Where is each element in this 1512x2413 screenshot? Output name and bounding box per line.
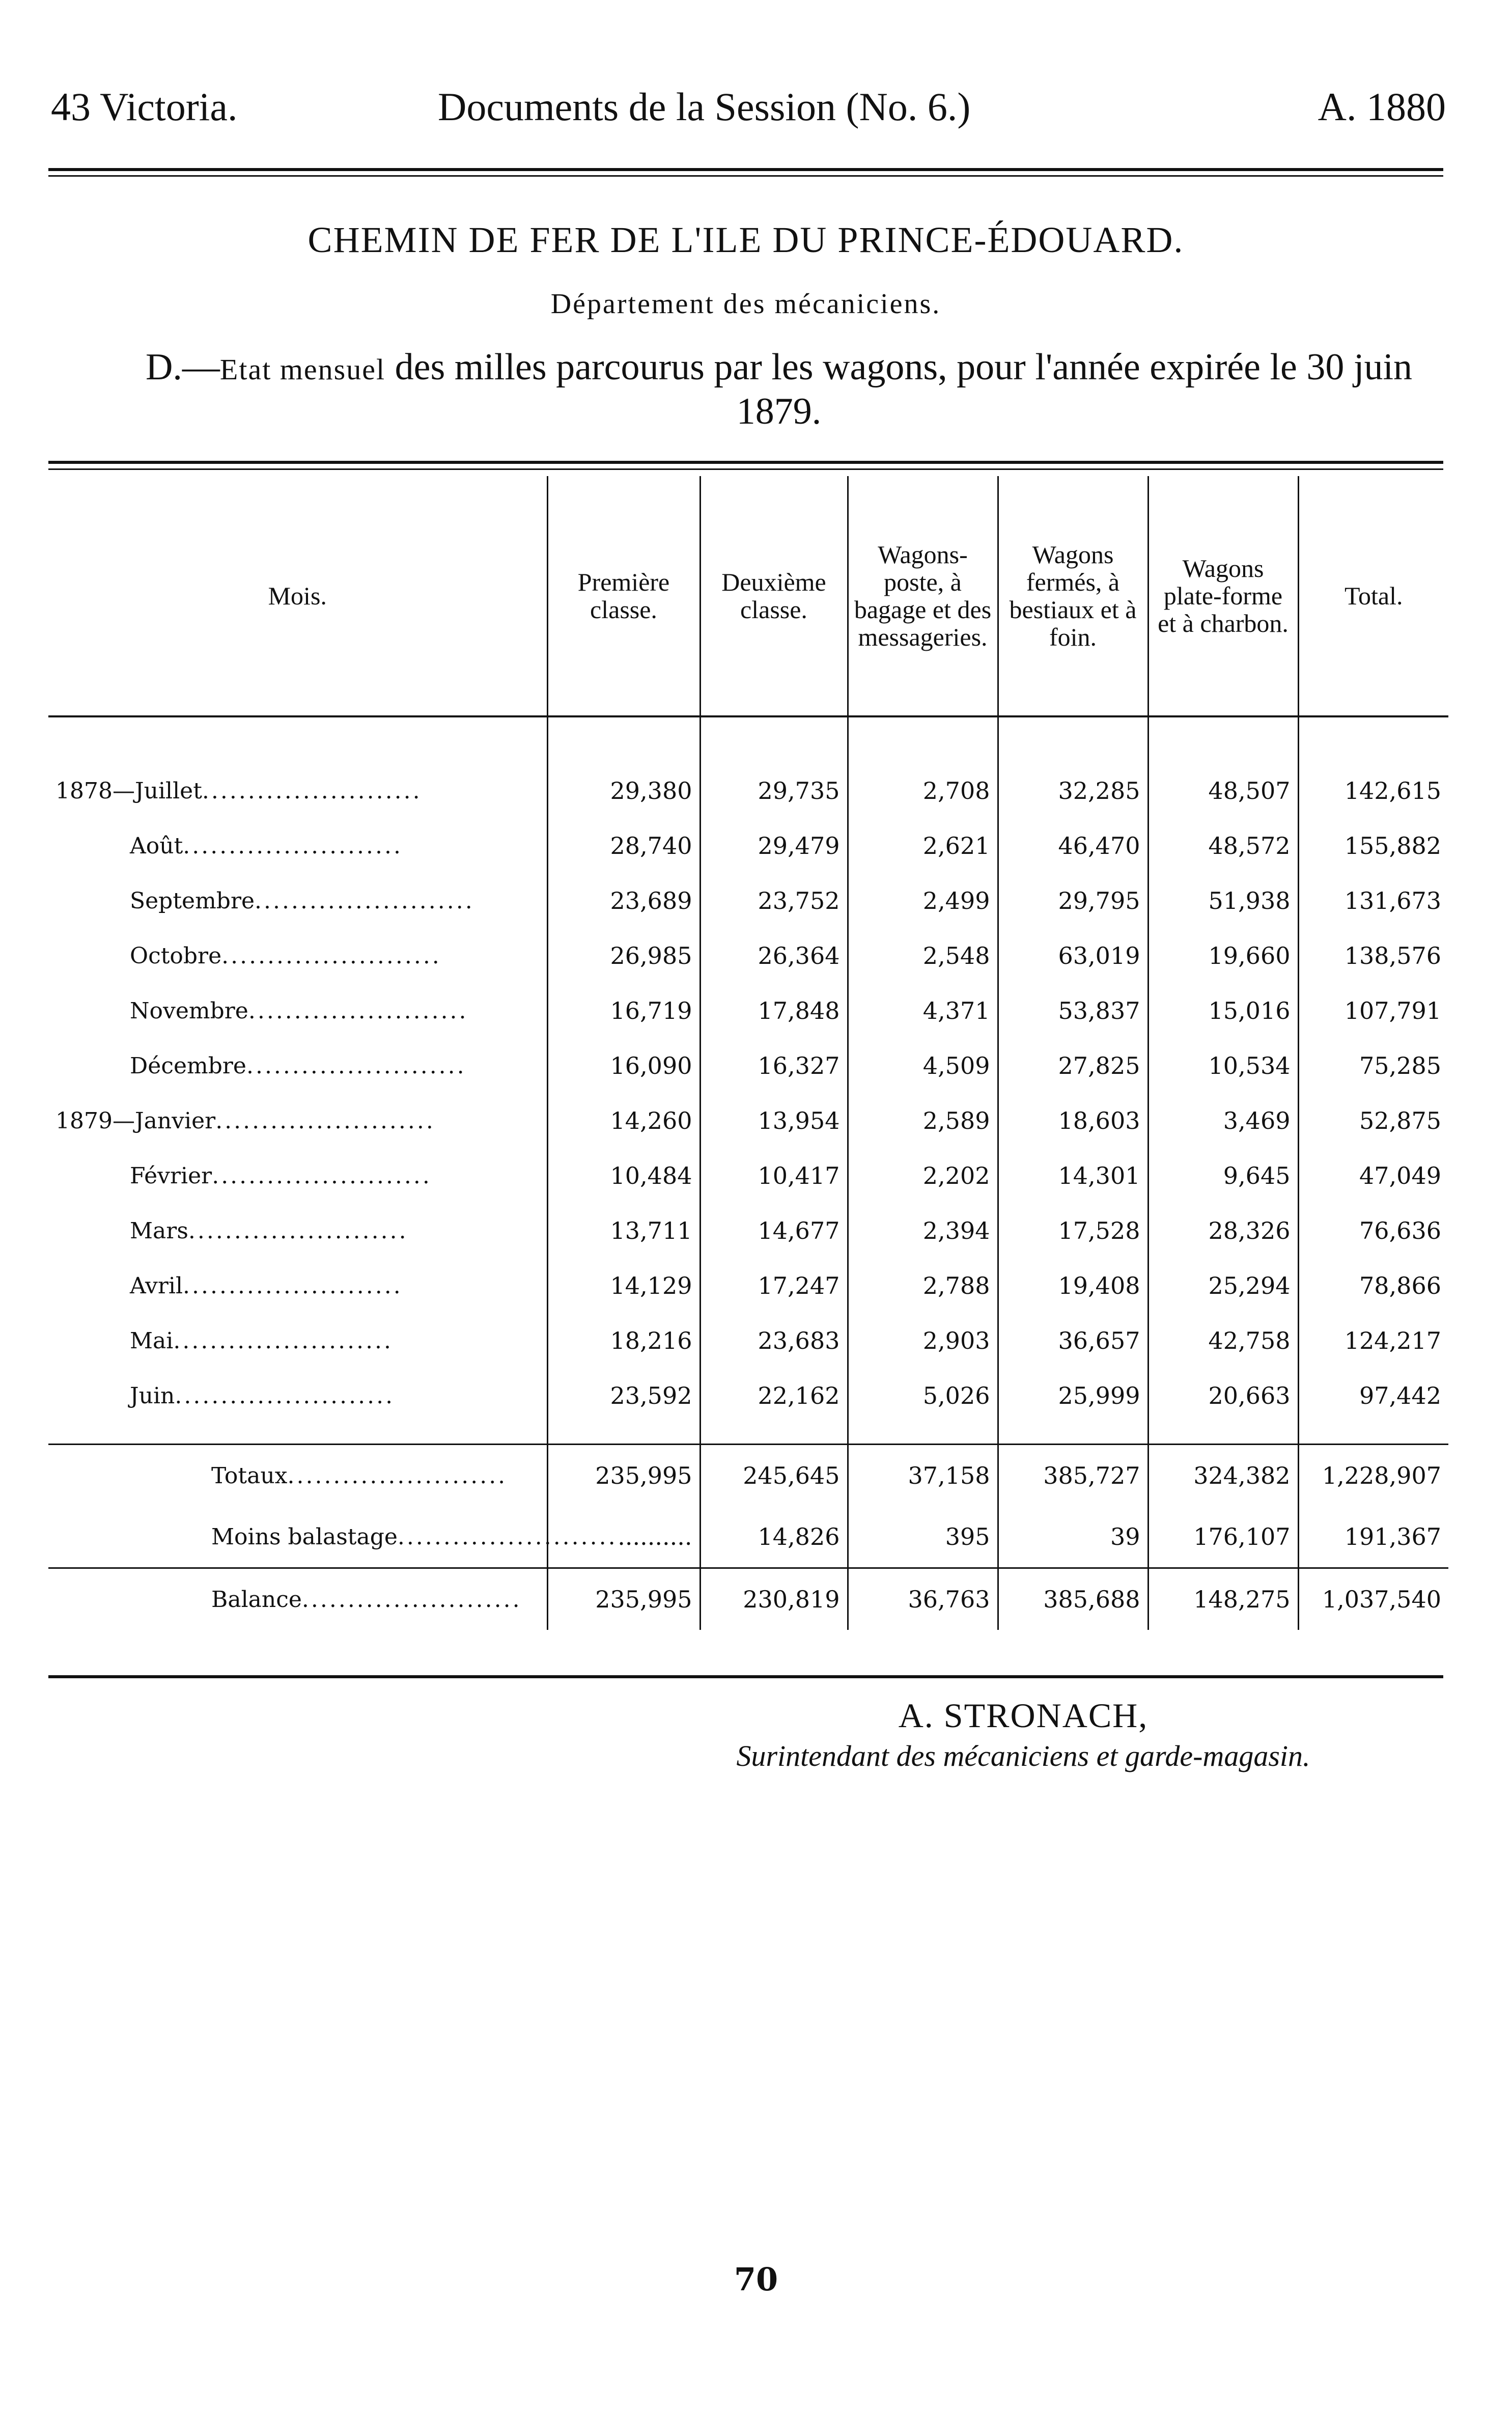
table-row [48,928,1448,983]
leader-dots: ........................ [287,1462,508,1489]
row-label-text: Balance [211,1586,302,1613]
signature-title: Surintendant des mécaniciens et garde-magasin. [736,1739,1310,1772]
row-label [48,1038,547,1093]
row-value: 23,752 [700,873,848,928]
row-value: 39 [998,1506,1148,1568]
row-value: 2,708 [848,716,998,818]
table-row [48,1203,1448,1258]
row-value: 63,019 [998,928,1148,983]
row-label [48,1258,547,1313]
row-value: 155,882 [1298,818,1448,873]
table-row [48,1148,1448,1203]
leader-dots: ........................ [212,1162,432,1189]
leader-dots: ........................ [175,1382,395,1409]
row-label-text: 1878—Juillet [55,778,202,804]
row-value: 26,985 [547,928,700,983]
table-row [48,873,1448,928]
row-value: 10,534 [1148,1038,1298,1093]
leader-dots: ........................ [246,1052,466,1079]
header-right: A. 1880 [1318,85,1446,129]
leader-dots: ........................ [183,1272,403,1299]
row-value: 78,866 [1298,1258,1448,1313]
col-header-mois: Mois. [48,476,547,716]
row-value: 385,688 [998,1568,1148,1630]
row-label-text: Mars [130,1217,188,1244]
col-header-wagons-poste: Wagons-poste, à bagage et des messageries. [848,476,998,716]
totals-row [48,1445,1448,1507]
table-row [48,1038,1448,1093]
statement-text: des milles parcourus par les wagons, pour l'année expirée le 30 juin 1879. [385,346,1413,432]
row-label-text: Août [130,833,183,859]
leader-dots: ........................ [221,942,441,969]
row-label-text: Moins balastage [211,1523,398,1550]
row-label [48,1093,547,1148]
row-value: 2,394 [848,1203,998,1258]
row-value: 26,364 [700,928,848,983]
spacer-cell [547,1423,700,1445]
row-label-text: Totaux [211,1462,288,1489]
row-value: 191,367 [1298,1506,1448,1568]
row-value: 245,645 [700,1445,848,1507]
row-label-text: Juin [130,1382,175,1409]
row-label-text: Mai [130,1327,174,1354]
row-label-text: Novembre [130,997,248,1024]
row-value: 27,825 [998,1038,1148,1093]
statement-smallcaps: Etat mensuel [219,353,386,386]
document-title: CHEMIN DE FER DE L'ILE DU PRINCE-ÉDOUARD. [307,219,1184,260]
row-value: 19,408 [998,1258,1148,1313]
table-row [48,1313,1448,1368]
row-value: 124,217 [1298,1313,1448,1368]
row-value: 5,026 [848,1368,998,1423]
row-value: 395 [848,1506,998,1568]
row-value: 75,285 [1298,1038,1448,1093]
leader-dots: ........................ [397,1523,618,1550]
row-value: 131,673 [1298,873,1448,928]
row-value: 23,689 [547,873,700,928]
statement-prefix: D.— [145,346,220,388]
row-value: 3,469 [1148,1093,1298,1148]
row-value: 138,576 [1298,928,1448,983]
row-label [48,1203,547,1258]
row-value: 14,301 [998,1148,1148,1203]
table-rule-top-thin [48,468,1443,470]
row-value: 97,442 [1298,1368,1448,1423]
row-value: 23,592 [547,1368,700,1423]
row-label-text: Septembre [130,887,255,914]
leader-dots: ........................ [255,887,474,914]
row-value: 2,788 [848,1258,998,1313]
row-value: 28,740 [547,818,700,873]
row-value: 76,636 [1298,1203,1448,1258]
spacer-cell [1148,1423,1298,1445]
row-label [48,818,547,873]
row-value: 42,758 [1148,1313,1298,1368]
signature-block [641,1696,1405,1773]
row-value: 23,683 [700,1313,848,1368]
row-value: .......... [547,1506,700,1568]
row-value: 142,615 [1298,716,1448,818]
spacer-cell [848,1423,998,1445]
row-value: 19,660 [1148,928,1298,983]
row-value: 20,663 [1148,1368,1298,1423]
row-value: 18,603 [998,1093,1148,1148]
row-label [48,983,547,1038]
table-row [48,1368,1448,1423]
row-value: 13,711 [547,1203,700,1258]
running-header [41,84,1446,140]
leader-dots: ........................ [202,778,422,804]
table-row [48,818,1448,873]
row-value: 48,572 [1148,818,1298,873]
leader-dots: ........................ [248,997,468,1024]
row-value: 14,826 [700,1506,848,1568]
col-header-premiere: Première classe. [547,476,700,716]
header-left: 43 Victoria. [51,85,238,129]
row-value: 10,484 [547,1148,700,1203]
row-value: 25,294 [1148,1258,1298,1313]
row-value: 14,260 [547,1093,700,1148]
row-label-text: Février [130,1162,212,1189]
row-label [48,928,547,983]
row-value: 48,507 [1148,716,1298,818]
header-rule-top [48,168,1443,171]
row-label [48,873,547,928]
leader-dots: ........................ [188,1217,408,1244]
row-value: 2,903 [848,1313,998,1368]
table-row [48,716,1448,818]
row-value: 14,129 [547,1258,700,1313]
row-value: 176,107 [1148,1506,1298,1568]
table-header-row [48,476,1448,716]
row-label [48,1568,547,1630]
balance-row [48,1568,1448,1630]
row-value: 37,158 [848,1445,998,1507]
row-value: 2,499 [848,873,998,928]
row-value: 107,791 [1298,983,1448,1038]
row-value: 4,371 [848,983,998,1038]
row-label [48,1148,547,1203]
spacer-cell [998,1423,1148,1445]
header-center: Documents de la Session (No. 6.) [438,85,971,129]
row-value: 385,727 [998,1445,1148,1507]
row-label-text: Avril [130,1272,183,1299]
leader-dots: ........................ [183,833,403,859]
row-value: 2,202 [848,1148,998,1203]
leader-dots: ........................ [173,1327,394,1354]
row-label [48,716,547,818]
row-value: 29,479 [700,818,848,873]
row-label-text: Décembre [130,1052,246,1079]
row-value: 29,380 [547,716,700,818]
ballast-row [48,1506,1448,1568]
row-value: 1,228,907 [1298,1445,1448,1507]
row-value: 148,275 [1148,1568,1298,1630]
row-value: 22,162 [700,1368,848,1423]
row-value: 51,938 [1148,873,1298,928]
row-value: 16,327 [700,1038,848,1093]
spacer-cell [700,1423,848,1445]
row-value: 25,999 [998,1368,1148,1423]
statement-title [127,346,1431,432]
row-value: 2,548 [848,928,998,983]
row-label [48,1445,547,1507]
row-value: 230,819 [700,1568,848,1630]
table-rule-bottom [48,1675,1443,1678]
row-value: 16,719 [547,983,700,1038]
row-value: 18,216 [547,1313,700,1368]
row-value: 324,382 [1148,1445,1298,1507]
row-value: 28,326 [1148,1203,1298,1258]
row-value: 235,995 [547,1445,700,1507]
row-value: 15,016 [1148,983,1298,1038]
mileage-table [48,476,1448,1630]
row-value: 46,470 [998,818,1148,873]
row-value: 2,621 [848,818,998,873]
row-value: 29,795 [998,873,1148,928]
row-label [48,1368,547,1423]
table-row [48,983,1448,1038]
row-value: 36,763 [848,1568,998,1630]
col-header-wagons-fermes: Wagons fermés, à bestiaux et à foin. [998,476,1148,716]
leader-dots: ........................ [215,1107,435,1134]
table-rule-top [48,461,1443,464]
table-row [48,1258,1448,1313]
row-value: 1,037,540 [1298,1568,1448,1630]
row-value: 47,049 [1298,1148,1448,1203]
signature-name: A. STRONACH, [898,1696,1149,1735]
col-header-wagons-plateforme: Wagons plate-forme et à charbon. [1148,476,1298,716]
row-value: 52,875 [1298,1093,1448,1148]
row-value: 9,645 [1148,1148,1298,1203]
col-header-deuxieme: Deuxième classe. [700,476,848,716]
row-value: 32,285 [998,716,1148,818]
table-row [48,1093,1448,1148]
row-value: 17,848 [700,983,848,1038]
table-spacer [48,1423,1448,1445]
spacer-cell [1298,1423,1448,1445]
col-header-total: Total. [1298,476,1448,716]
row-label [48,1313,547,1368]
page-number: 70 [734,2261,778,2298]
row-value: 17,247 [700,1258,848,1313]
department-subtitle: Département des mécaniciens. [550,288,941,320]
row-label-text: Octobre [130,942,222,969]
row-value: 29,735 [700,716,848,818]
row-value: 4,509 [848,1038,998,1093]
spacer-cell [48,1423,547,1445]
row-label [48,1506,618,1568]
row-value: 2,589 [848,1093,998,1148]
row-value: 10,417 [700,1148,848,1203]
header-rule-bottom [48,175,1443,177]
row-value: 53,837 [998,983,1148,1038]
row-value: 13,954 [700,1093,848,1148]
row-value: 14,677 [700,1203,848,1258]
row-value: 235,995 [547,1568,700,1630]
leader-dots: ........................ [301,1586,522,1613]
row-value: 36,657 [998,1313,1148,1368]
row-label-text: 1879—Janvier [55,1107,216,1134]
row-value: 17,528 [998,1203,1148,1258]
row-value: 16,090 [547,1038,700,1093]
